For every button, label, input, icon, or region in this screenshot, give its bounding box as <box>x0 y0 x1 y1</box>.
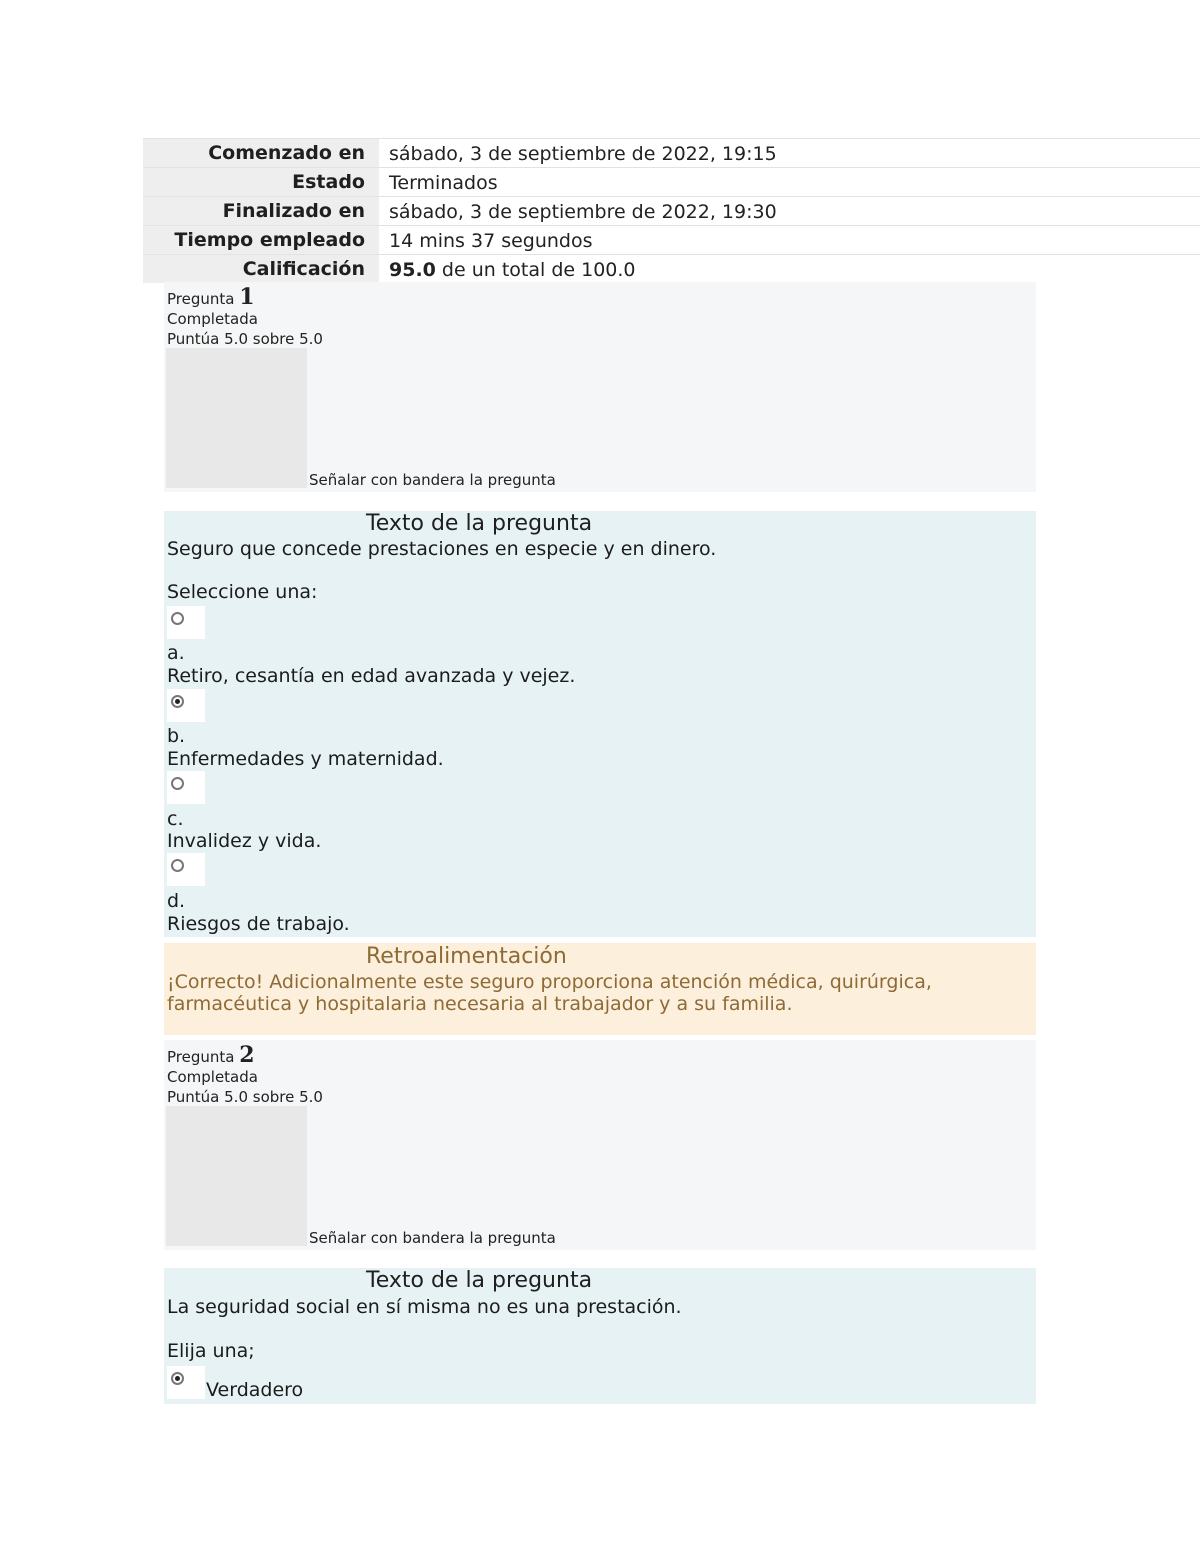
option-b-label[interactable]: Enfermedades y maternidad. <box>167 748 444 770</box>
question-1-info <box>164 282 1036 492</box>
option-d-label[interactable]: Riesgos de trabajo. <box>167 913 350 935</box>
grade-total: de un total de 100.0 <box>435 259 636 281</box>
option-letter: b. <box>167 725 186 747</box>
summary-value: Terminados <box>379 168 1200 196</box>
question-2-content <box>164 1268 1036 1404</box>
question-label: Pregunta <box>167 1048 235 1066</box>
summary-row-started <box>143 138 1200 167</box>
feedback-heading: Retroalimentación <box>366 944 567 969</box>
answer-prompt: Seleccione una: <box>167 581 318 603</box>
radio-container <box>167 1366 205 1399</box>
question-text: La seguridad social en sí misma no es una prestación. <box>167 1296 682 1318</box>
summary-row-finished <box>143 196 1200 225</box>
feedback-box <box>164 943 1036 1035</box>
option-letter: d. <box>167 890 186 912</box>
answer-prompt: Elija una; <box>167 1340 255 1362</box>
attempt-summary-table <box>143 138 1200 283</box>
grade-score: 95.0 <box>389 259 436 281</box>
question-state: Completada <box>167 310 258 328</box>
option-b-radio[interactable] <box>171 695 184 708</box>
question-number <box>167 284 255 310</box>
option-d-radio[interactable] <box>171 859 184 872</box>
flag-question-link[interactable]: Señalar con bandera la pregunta <box>309 1229 556 1247</box>
summary-label: Comenzado en <box>143 139 379 167</box>
summary-value: sábado, 3 de septiembre de 2022, 19:15 <box>379 139 1200 167</box>
radio-container <box>167 771 205 804</box>
summary-row-state <box>143 167 1200 196</box>
flag-image-placeholder <box>166 348 307 488</box>
summary-label: Estado <box>143 168 379 196</box>
question-label: Pregunta <box>167 290 235 308</box>
summary-row-time <box>143 225 1200 254</box>
option-c-label[interactable]: Invalidez y vida. <box>167 830 322 852</box>
option-letter: c. <box>167 808 184 830</box>
question-grade: Puntúa 5.0 sobre 5.0 <box>167 330 323 348</box>
question-1-content <box>164 511 1036 937</box>
option-c-radio[interactable] <box>171 777 184 790</box>
option-true-label[interactable]: Verdadero <box>206 1379 304 1401</box>
summary-row-grade <box>143 254 1200 283</box>
option-letter: a. <box>167 642 185 664</box>
summary-value: 14 mins 37 segundos <box>379 226 1200 254</box>
summary-label: Finalizado en <box>143 197 379 225</box>
question-text-heading: Texto de la pregunta <box>366 511 593 536</box>
flag-question-link[interactable]: Señalar con bandera la pregunta <box>309 471 556 489</box>
question-text: Seguro que concede prestaciones en especie y en dinero. <box>167 538 717 560</box>
summary-label: Tiempo empleado <box>143 226 379 254</box>
summary-label: Calificación <box>143 255 379 283</box>
option-a-label[interactable]: Retiro, cesantía en edad avanzada y vejez. <box>167 665 576 687</box>
question-number <box>167 1042 255 1068</box>
flag-image-placeholder <box>166 1106 307 1246</box>
question-text-heading: Texto de la pregunta <box>366 1268 593 1293</box>
question-state: Completada <box>167 1068 258 1086</box>
question-grade: Puntúa 5.0 sobre 5.0 <box>167 1088 323 1106</box>
question-number-value: 1 <box>239 284 255 310</box>
radio-container <box>167 853 205 886</box>
summary-value: sábado, 3 de septiembre de 2022, 19:30 <box>379 197 1200 225</box>
option-true-radio[interactable] <box>171 1372 184 1385</box>
radio-container <box>167 689 205 722</box>
feedback-text: ¡Correcto! Adicionalmente este seguro proporciona atención médica, quirúrgica, farmacéutica y hospitalaria necesaria al trabajador y a su familia. <box>167 971 932 1015</box>
summary-value <box>379 255 1200 283</box>
option-a-radio[interactable] <box>171 612 184 625</box>
question-2-info <box>164 1040 1036 1250</box>
question-number-value: 2 <box>239 1042 255 1068</box>
radio-container <box>167 606 205 639</box>
